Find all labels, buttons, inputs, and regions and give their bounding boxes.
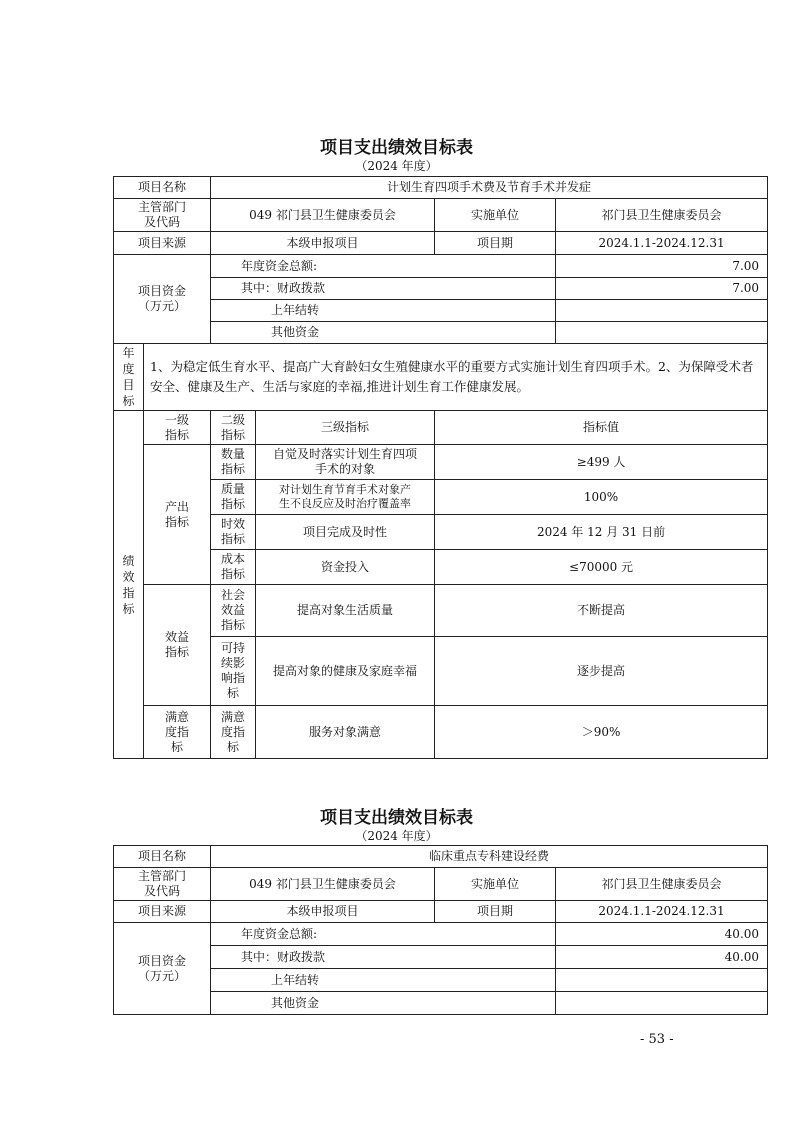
quantity-value: ≥499 人 — [435, 445, 768, 480]
impl-value: 祁门县卫生健康委员会 — [556, 199, 768, 232]
project-name-label: 项目名称 — [114, 177, 211, 199]
other-funds-value — [556, 992, 768, 1015]
fiscal-funds-label: 其中：财政拨款 — [211, 946, 556, 969]
funds-label — [114, 923, 211, 1015]
quantity-text — [256, 445, 435, 480]
header-level2-line: 指标 — [221, 427, 246, 442]
satisfaction-sub-label — [211, 706, 256, 759]
period-value: 2024.1.1-2024.12.31 — [556, 901, 768, 923]
sustainability-value: 逐步提高 — [435, 637, 768, 706]
satisfaction-label-line: 满意 — [165, 709, 190, 724]
period-label: 项目期 — [435, 232, 556, 255]
output-indicator-label — [144, 445, 211, 585]
goal-char: 度 — [122, 362, 135, 376]
quantity-label — [211, 445, 256, 480]
quantity-text-line: 手术的对象 — [315, 462, 376, 476]
perf-char: 效 — [122, 569, 135, 584]
table1-title: 项目支出绩效目标表 — [320, 138, 473, 158]
impl-value: 祁门县卫生健康委员会 — [556, 868, 768, 901]
timeliness-value: 2024 年 12 月 31 日前 — [435, 515, 768, 550]
quality-value: 100% — [435, 480, 768, 515]
total-funds-label: 年度资金总额: — [211, 255, 556, 278]
source-label: 项目来源 — [114, 901, 211, 923]
sustainability-label — [211, 637, 256, 706]
quality-text-line: 对计划生育节育手术对象产 — [279, 483, 412, 496]
perf-char: 标 — [122, 601, 135, 616]
satisfaction-label-line: 度指 — [165, 724, 190, 739]
dept-value: 049 祁门县卫生健康委员会 — [211, 868, 435, 901]
sustain-label-line: 续影 — [221, 656, 246, 670]
period-label: 项目期 — [435, 901, 556, 923]
funds-label-line1: 项目资金 — [138, 284, 187, 298]
social-benefit-text: 提高对象生活质量 — [256, 585, 435, 637]
carryover-label: 上年结转 — [211, 300, 556, 322]
project-name-label: 项目名称 — [114, 846, 211, 868]
cost-label-line: 指标 — [221, 567, 246, 581]
funds-label — [114, 255, 211, 344]
social-label-line: 指标 — [221, 618, 246, 632]
table2-year: （2024 年度） — [355, 829, 438, 843]
header-level3: 三级指标 — [256, 411, 435, 445]
satisfaction-value: ＞90% — [435, 706, 768, 759]
project-name-value: 计划生育四项手术费及节育手术并发症 — [211, 177, 768, 199]
social-label-line: 社会 — [221, 588, 246, 602]
performance-label — [114, 411, 144, 759]
social-benefit-label — [211, 585, 256, 637]
total-funds-value: 7.00 — [556, 255, 768, 278]
table2-title: 项目支出绩效目标表 — [320, 808, 473, 828]
output-label-line: 产出 — [165, 499, 190, 514]
carryover-value — [556, 969, 768, 992]
satisfaction-sub-line: 标 — [227, 739, 240, 754]
header-level1-line: 指标 — [165, 427, 190, 442]
goal-char: 年 — [122, 346, 135, 360]
satisfaction-sub-line: 满意 — [221, 709, 246, 724]
carryover-value — [556, 300, 768, 322]
project-name-value: 临床重点专科建设经费 — [211, 846, 768, 868]
cost-label — [211, 550, 256, 585]
cost-label-line: 成本 — [221, 552, 246, 566]
total-funds-label: 年度资金总额: — [211, 923, 556, 946]
header-level2 — [211, 411, 256, 445]
perf-char: 指 — [122, 585, 135, 600]
quality-label-line: 指标 — [221, 497, 246, 511]
quality-label — [211, 480, 256, 515]
dept-label-line2: 及代码 — [143, 884, 180, 898]
dept-label-line1: 主管部门 — [138, 200, 187, 214]
annual-goal-text: 1、为稳定低生育水平、提高广大育龄妇女生殖健康水平的重要方式实施计划生育四项手术。2、为保障受术者安全、健康及生产、生活与家庭的幸福,推进计划生育工作健康发展。 — [144, 344, 768, 411]
timeliness-text: 项目完成及时性 — [256, 515, 435, 550]
satisfaction-text: 服务对象满意 — [256, 706, 435, 759]
timeliness-label-line: 时效 — [221, 517, 246, 531]
cost-text: 资金投入 — [256, 550, 435, 585]
table1-year: （2024 年度） — [355, 159, 438, 173]
social-label-line: 效益 — [221, 603, 246, 617]
performance-table-2 — [113, 845, 768, 1015]
sustainability-text: 提高对象的健康及家庭幸福 — [256, 637, 435, 706]
dept-value: 049 祁门县卫生健康委员会 — [211, 199, 435, 232]
page-number: - 53 - — [640, 1032, 674, 1047]
dept-label — [114, 868, 211, 901]
header-level1-line: 一级 — [165, 412, 190, 427]
performance-table-1 — [113, 176, 768, 759]
fiscal-funds-value: 40.00 — [556, 946, 768, 969]
dept-label-line1: 主管部门 — [137, 869, 186, 883]
quality-text-line: 生不良反应及时治疗覆盖率 — [279, 497, 412, 510]
goal-char: 目 — [122, 378, 135, 392]
quality-label-line: 质量 — [221, 482, 246, 496]
quantity-label-line: 数量 — [221, 447, 246, 461]
impl-label: 实施单位 — [435, 199, 556, 232]
table1-block — [113, 176, 767, 759]
funds-label-line2: （万元） — [138, 299, 187, 313]
table2-block — [113, 845, 767, 1015]
fiscal-funds-value: 7.00 — [556, 278, 768, 300]
source-label: 项目来源 — [114, 232, 211, 255]
cost-value: ≤70000 元 — [435, 550, 768, 585]
sustain-label-line: 标 — [227, 686, 240, 700]
annual-goal-label — [114, 344, 144, 411]
total-funds-value: 40.00 — [556, 923, 768, 946]
source-value: 本级申报项目 — [211, 901, 435, 923]
other-funds-label: 其他资金 — [211, 992, 556, 1015]
social-benefit-value: 不断提高 — [435, 585, 768, 637]
dept-label-line2: 及代码 — [144, 215, 181, 229]
timeliness-label — [211, 515, 256, 550]
sustain-label-line: 可持 — [221, 641, 246, 655]
source-value: 本级申报项目 — [211, 232, 435, 255]
quantity-text-line: 自觉及时落实计划生育四项 — [273, 447, 418, 461]
other-funds-value — [556, 322, 768, 344]
quality-text — [256, 480, 435, 515]
goal-char: 标 — [122, 394, 135, 408]
benefit-label-line: 指标 — [165, 645, 190, 659]
header-level1 — [144, 411, 211, 445]
dept-label — [114, 199, 211, 232]
quantity-label-line: 指标 — [221, 462, 246, 476]
sustain-label-line: 响指 — [221, 671, 246, 685]
other-funds-label: 其他资金 — [211, 322, 556, 344]
period-value: 2024.1.1-2024.12.31 — [556, 232, 768, 255]
benefit-label-line: 效益 — [165, 630, 190, 644]
satisfaction-sub-line: 度指 — [221, 724, 246, 739]
timeliness-label-line: 指标 — [221, 532, 246, 546]
funds-label-line1: 项目资金 — [137, 953, 186, 968]
satisfaction-label-line: 标 — [171, 739, 184, 754]
benefit-indicator-label — [144, 585, 211, 706]
funds-label-line2: （万元） — [137, 968, 186, 983]
satisfaction-indicator-label — [144, 706, 211, 759]
header-value: 指标值 — [435, 411, 768, 445]
carryover-label: 上年结转 — [211, 969, 556, 992]
fiscal-funds-label: 其中：财政拨款 — [211, 278, 556, 300]
output-label-line: 指标 — [165, 514, 190, 529]
perf-char: 绩 — [122, 553, 135, 568]
header-level2-line: 二级 — [221, 412, 246, 427]
impl-label: 实施单位 — [435, 868, 556, 901]
